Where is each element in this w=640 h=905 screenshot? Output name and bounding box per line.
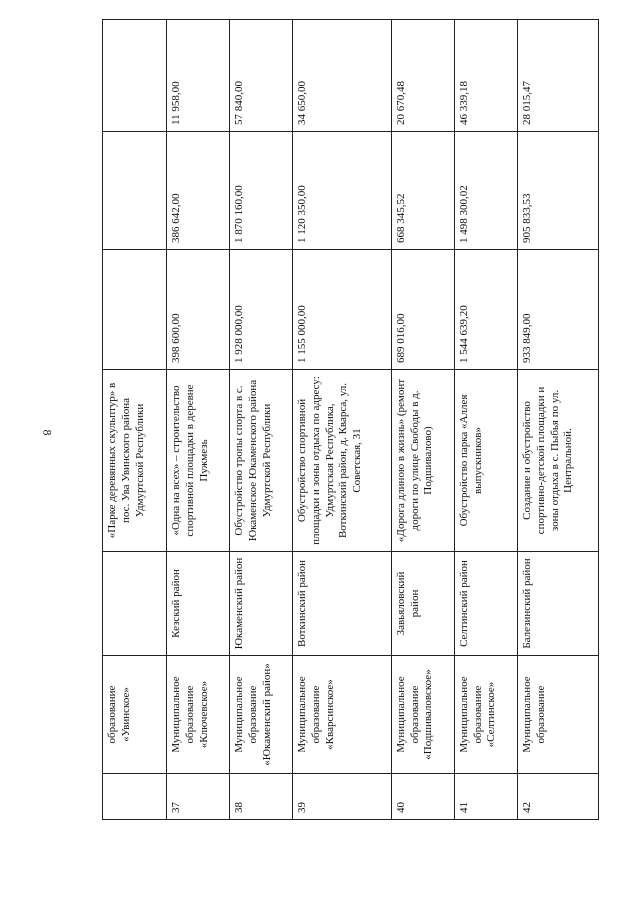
local-budget-cell <box>103 20 167 132</box>
rotated-table-container <box>102 20 599 820</box>
total-cost-cell: 933 849,00 <box>518 250 599 370</box>
local-budget-cell: 46 339,18 <box>454 20 517 132</box>
municipality-cell: Муниципальное образование «Кварсинское» <box>293 656 392 774</box>
municipality-cell: Муниципальное образование <box>518 656 599 774</box>
project-cell: Обустройство спортивной площадки и зоны отдыха по адресу: Удмуртская Республика, Воткинский район, д. Кварса, ул. Советская, 31 <box>293 370 392 552</box>
table-row <box>518 20 599 820</box>
local-budget-cell: 11 958,00 <box>167 20 230 132</box>
projects-table <box>102 19 599 820</box>
subsidy-cell <box>103 132 167 250</box>
subsidy-cell: 1 498 300,02 <box>454 132 517 250</box>
project-cell: «Дорога длиною в жизнь» (ремонт дороги по улице Свободы в д. Подшивалово) <box>391 370 454 552</box>
local-budget-cell: 28 015,47 <box>518 20 599 132</box>
table-row <box>230 20 293 820</box>
project-cell: «Одна на всех» – строительство спортивной площадки в деревне Пужмезь <box>167 370 230 552</box>
district-cell: Балезинский район <box>518 552 599 656</box>
district-cell: Селтинский район <box>454 552 517 656</box>
total-cost-cell: 398 600,00 <box>167 250 230 370</box>
municipality-cell: Муниципальное образование «Юкаменский район» <box>230 656 293 774</box>
district-cell: Завьяловский район <box>391 552 454 656</box>
local-budget-cell: 20 670,48 <box>391 20 454 132</box>
row-number: 41 <box>454 774 517 820</box>
project-cell: Обустройство парка «Аллея выпускников» <box>454 370 517 552</box>
row-number: 37 <box>167 774 230 820</box>
table-row <box>391 20 454 820</box>
subsidy-cell: 905 833,53 <box>518 132 599 250</box>
total-cost-cell <box>103 250 167 370</box>
district-cell: Юкаменский район <box>230 552 293 656</box>
subsidy-cell: 668 345,52 <box>391 132 454 250</box>
project-cell: Создание и обустройство спортивно-детской площадки и зоны отдыха в с. Пыбья по ул. Центральной. <box>518 370 599 552</box>
project-cell: Обустройство тропы спорта в с. Юкаменское Юкаменского района Удмуртской Республики <box>230 370 293 552</box>
row-number: 40 <box>391 774 454 820</box>
municipality-cell: Муниципальное образование «Ключевское» <box>167 656 230 774</box>
total-cost-cell: 1 155 000,00 <box>293 250 392 370</box>
subsidy-cell: 386 642,00 <box>167 132 230 250</box>
table-row <box>293 20 392 820</box>
table-row <box>167 20 230 820</box>
row-number: 42 <box>518 774 599 820</box>
subsidy-cell: 1 120 350,00 <box>293 132 392 250</box>
total-cost-cell: 1 928 000,00 <box>230 250 293 370</box>
row-number: 38 <box>230 774 293 820</box>
table-row <box>454 20 517 820</box>
total-cost-cell: 689 016,00 <box>391 250 454 370</box>
project-cell: «Парке деревянных скульптур» в пос. Ува Увинского района Удмуртской Республики <box>103 370 167 552</box>
district-cell: Воткинский район <box>293 552 392 656</box>
page-number: 8 <box>40 429 55 436</box>
local-budget-cell: 34 650,00 <box>293 20 392 132</box>
total-cost-cell: 1 544 639,20 <box>454 250 517 370</box>
row-number <box>103 774 167 820</box>
municipality-cell: образование «Увинское» <box>103 656 167 774</box>
municipality-cell: Муниципальное образование «Селтинское» <box>454 656 517 774</box>
district-cell: Кезский район <box>167 552 230 656</box>
municipality-cell: Муниципальное образование «Подшиваловское» <box>391 656 454 774</box>
subsidy-cell: 1 870 160,00 <box>230 132 293 250</box>
local-budget-cell: 57 840,00 <box>230 20 293 132</box>
district-cell <box>103 552 167 656</box>
table-row <box>103 20 167 820</box>
row-number: 39 <box>293 774 392 820</box>
